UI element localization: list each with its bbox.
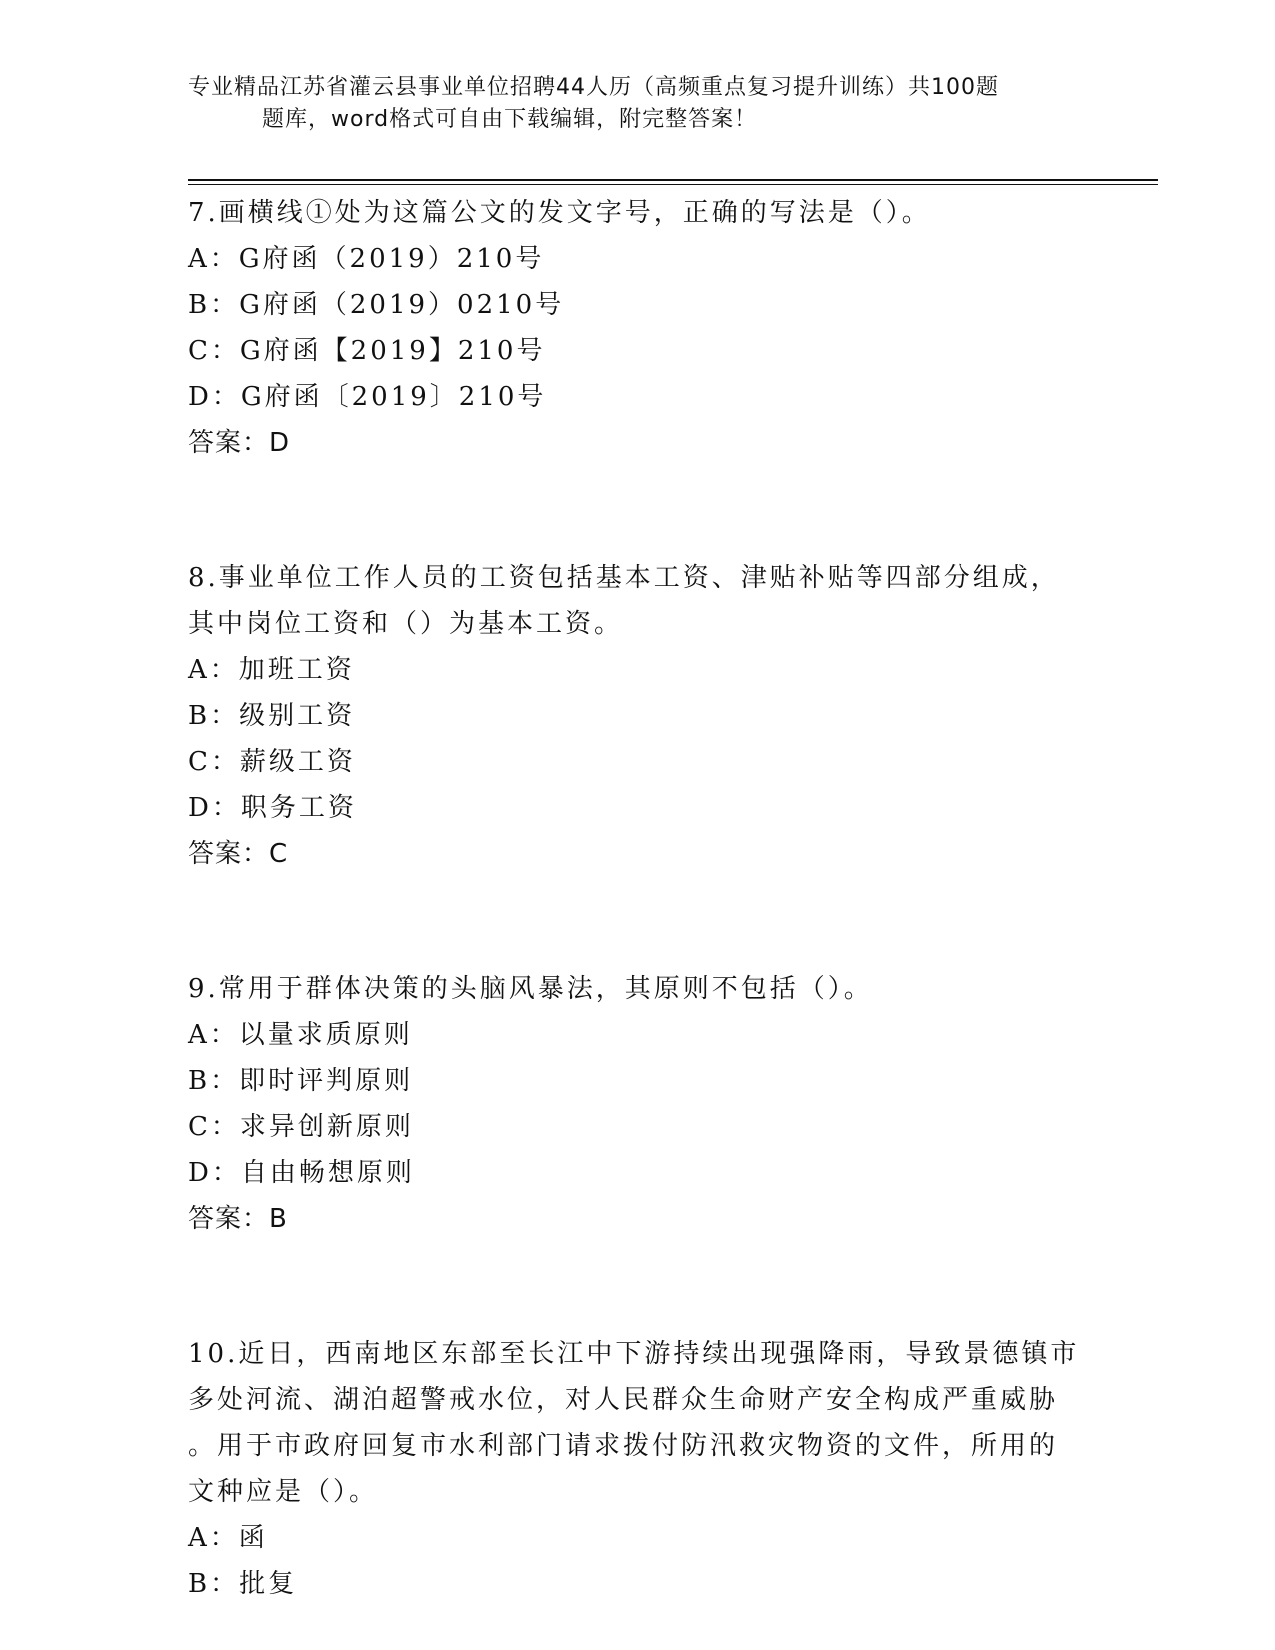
option-a: A：以量求质原则 [188, 1020, 413, 1050]
question-spacer [188, 877, 1088, 966]
answer: 答案：C [188, 839, 289, 869]
option-c: C：薪级工资 [188, 747, 356, 777]
option-c: C：G府函【2019】210号 [188, 336, 546, 366]
question-text: 7.画横线①处为这篇公文的发文字号，正确的写法是（）。 [188, 198, 931, 228]
option-a: A：加班工资 [188, 655, 355, 685]
option-d: D：职务工资 [188, 793, 357, 823]
document-header [188, 72, 1088, 136]
answer: 答案：D [188, 428, 291, 458]
option-c: C：求异创新原则 [188, 1112, 414, 1142]
question-text-continued: 文种应是（）。 [188, 1477, 379, 1507]
question-text-continued: 多处河流、湖泊超警戒水位，对人民群众生命财产安全构成严重威胁 [188, 1385, 1059, 1415]
question-list [188, 190, 1088, 1607]
option-b: B：批复 [188, 1569, 298, 1599]
question-text: 8.事业单位工作人员的工资包括基本工资、津贴补贴等四部分组成， [188, 563, 1060, 593]
question-9 [188, 966, 1088, 1242]
answer: 答案：B [188, 1204, 288, 1234]
question-text-continued: 。用于市政府回复市水利部门请求拨付防汛救灾物资的文件，所用的 [188, 1431, 1059, 1461]
option-b: B：即时评判原则 [188, 1066, 414, 1096]
option-a: A：函 [188, 1523, 268, 1553]
header-title-line-1: 专业精品江苏省灌云县事业单位招聘44人历（高频重点复习提升训练）共100题 [188, 75, 999, 100]
question-text: 10.近日，西南地区东部至长江中下游持续出现强降雨，导致景德镇市 [188, 1339, 1080, 1369]
question-10 [188, 1331, 1088, 1607]
option-b: B：级别工资 [188, 701, 356, 731]
option-d: D：自由畅想原则 [188, 1158, 415, 1188]
question-text: 9.常用于群体决策的头脑风暴法，其原则不包括（）。 [188, 974, 873, 1004]
option-a: A：G府函（2019）210号 [188, 244, 545, 274]
option-b: B：G府函（2019）0210号 [188, 290, 565, 320]
option-d: D：G府函〔2019〕210号 [188, 382, 547, 412]
header-divider-thick [188, 179, 1158, 181]
question-spacer [188, 466, 1088, 555]
header-divider-thin [188, 184, 1158, 185]
question-text-continued: 其中岗位工资和（）为基本工资。 [188, 609, 624, 639]
question-7 [188, 190, 1088, 466]
header-title-line-2: 题库，word格式可自由下载编辑，附完整答案！ [262, 107, 758, 132]
question-spacer [188, 1242, 1088, 1331]
question-8 [188, 555, 1088, 877]
